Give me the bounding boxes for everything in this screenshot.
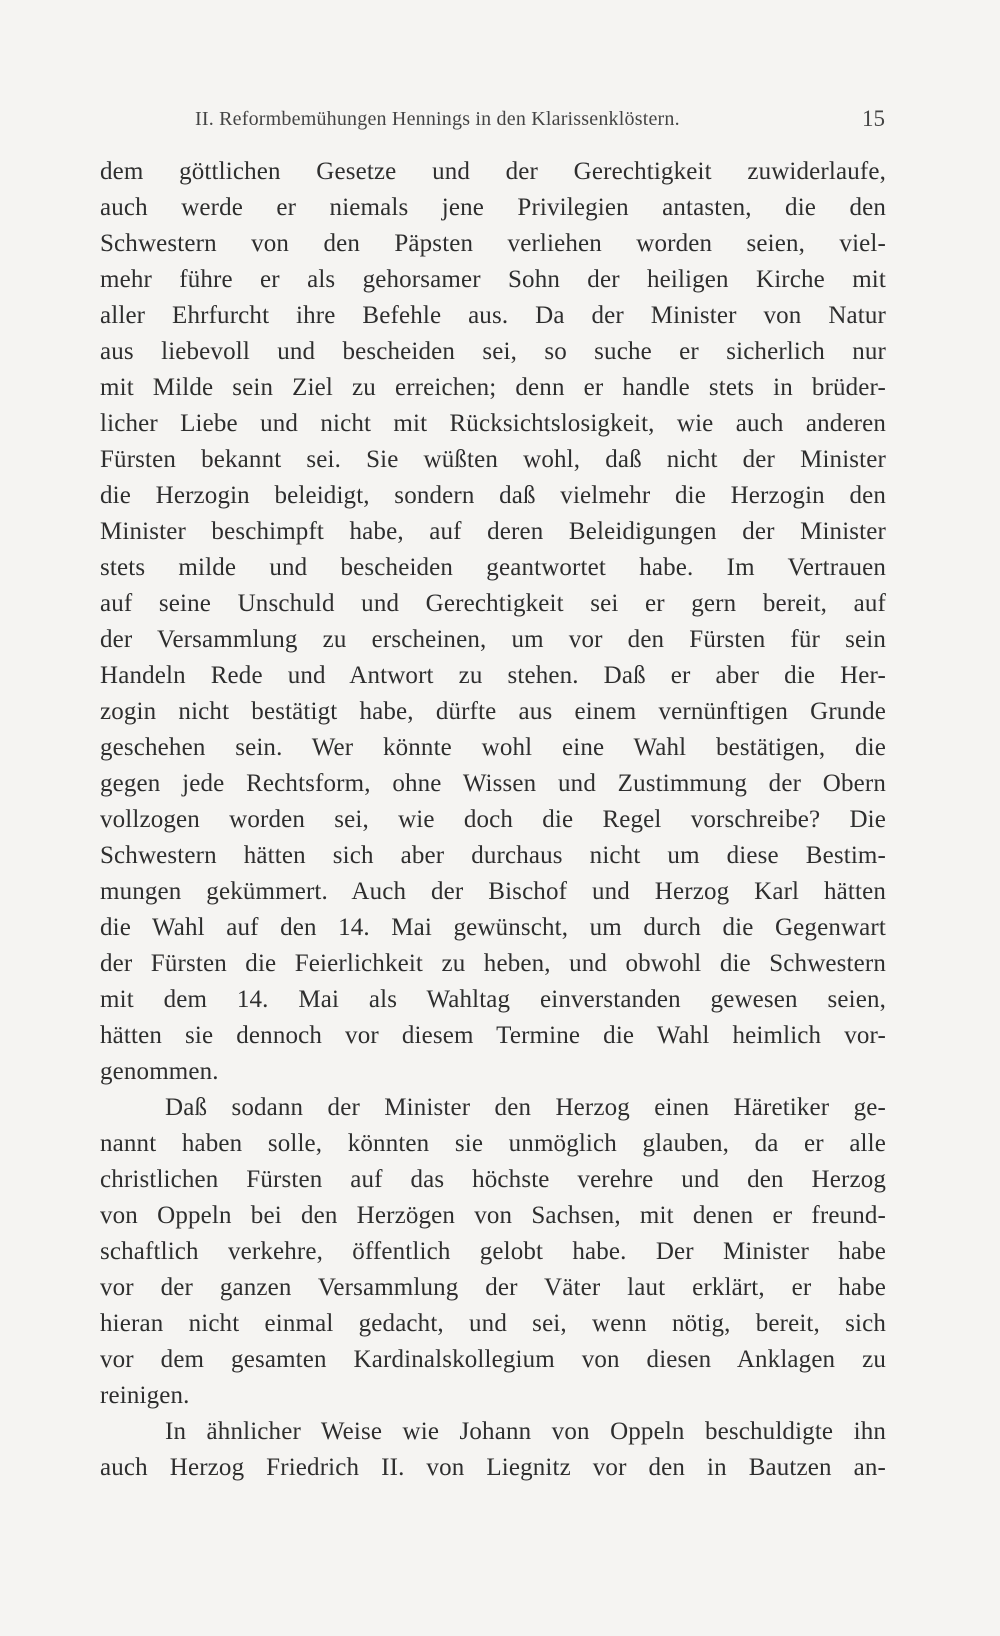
text-line: aller Ehrfurcht ihre Befehle aus. Da der Minister von Natur [100, 302, 886, 329]
text-line: der Versammlung zu erscheinen, um vor den Fürsten für sein [100, 626, 886, 653]
text-line: von Oppeln bei den Herzögen von Sachsen, mit denen er freund- [100, 1202, 886, 1229]
text-line: mehr führe er als gehorsamer Sohn der heiligen Kirche mit [100, 266, 886, 293]
text-line: hieran nicht einmal gedacht, und sei, wenn nötig, bereit, sich [100, 1310, 886, 1337]
text-line: christlichen Fürsten auf das höchste verehre und den Herzog [100, 1166, 886, 1193]
paragraph-end-line: reinigen. [100, 1382, 190, 1409]
text-line: hätten sie dennoch vor diesem Termine die Wahl heimlich vor- [100, 1022, 886, 1049]
text-line: Minister beschimpft habe, auf deren Beleidigungen der Minister [100, 518, 886, 545]
page-number: 15 [862, 106, 885, 131]
text-line: auch Herzog Friedrich II. von Liegnitz vor den in Bautzen an- [100, 1454, 886, 1481]
text-line: aus liebevoll und bescheiden sei, so suche er sicherlich nur [100, 338, 886, 365]
text-line: dem göttlichen Gesetze und der Gerechtigkeit zuwiderlaufe, [100, 158, 886, 185]
text-line: auf seine Unschuld und Gerechtigkeit sei er gern bereit, auf [100, 590, 886, 617]
text-line: vor dem gesamten Kardinalskollegium von diesen Anklagen zu [100, 1346, 886, 1373]
text-line: nannt haben solle, könnten sie unmöglich glauben, da er alle [100, 1130, 886, 1157]
text-line: die Wahl auf den 14. Mai gewünscht, um durch die Gegenwart [100, 914, 886, 941]
paragraph-end-line: genommen. [100, 1058, 219, 1085]
text-line: schaftlich verkehre, öffentlich gelobt habe. Der Minister habe [100, 1238, 886, 1265]
text-line: Handeln Rede und Antwort zu stehen. Daß er aber die Her- [100, 662, 886, 689]
text-line: vollzogen worden sei, wie doch die Regel vorschreibe? Die [100, 806, 886, 833]
text-line: auch werde er niemals jene Privilegien antasten, die den [100, 194, 886, 221]
text-line: die Herzogin beleidigt, sondern daß vielmehr die Herzogin den [100, 482, 886, 509]
paragraph-start-line: Daß sodann der Minister den Herzog einen Häretiker ge- [165, 1094, 886, 1121]
text-line: licher Liebe und nicht mit Rücksichtslosigkeit, wie auch anderen [100, 410, 886, 437]
page-header [195, 104, 885, 134]
text-line: mungen gekümmert. Auch der Bischof und Herzog Karl hätten [100, 878, 886, 905]
running-title: II. Reformbemühungen Hennings in den Klarissenklöstern. [195, 108, 680, 130]
text-line: gegen jede Rechtsform, ohne Wissen und Zustimmung der Obern [100, 770, 886, 797]
text-line: mit Milde sein Ziel zu erreichen; denn er handle stets in brüder- [100, 374, 886, 401]
text-line: geschehen sein. Wer könnte wohl eine Wahl bestätigen, die [100, 734, 886, 761]
text-line: vor der ganzen Versammlung der Väter laut erklärt, er habe [100, 1274, 886, 1301]
paragraph-start-line: In ähnlicher Weise wie Johann von Oppeln beschuldigte ihn [165, 1418, 886, 1445]
text-line: Schwestern hätten sich aber durchaus nicht um diese Bestim- [100, 842, 886, 869]
text-line: Fürsten bekannt sei. Sie wüßten wohl, daß nicht der Minister [100, 446, 886, 473]
text-line: mit dem 14. Mai als Wahltag einverstanden gewesen seien, [100, 986, 886, 1013]
body-text [100, 154, 886, 1486]
text-line: zogin nicht bestätigt habe, dürfte aus einem vernünftigen Grunde [100, 698, 886, 725]
text-line: der Fürsten die Feierlichkeit zu heben, und obwohl die Schwestern [100, 950, 886, 977]
text-line: Schwestern von den Päpsten verliehen worden seien, viel- [100, 230, 886, 257]
text-line: stets milde und bescheiden geantwortet habe. Im Vertrauen [100, 554, 886, 581]
